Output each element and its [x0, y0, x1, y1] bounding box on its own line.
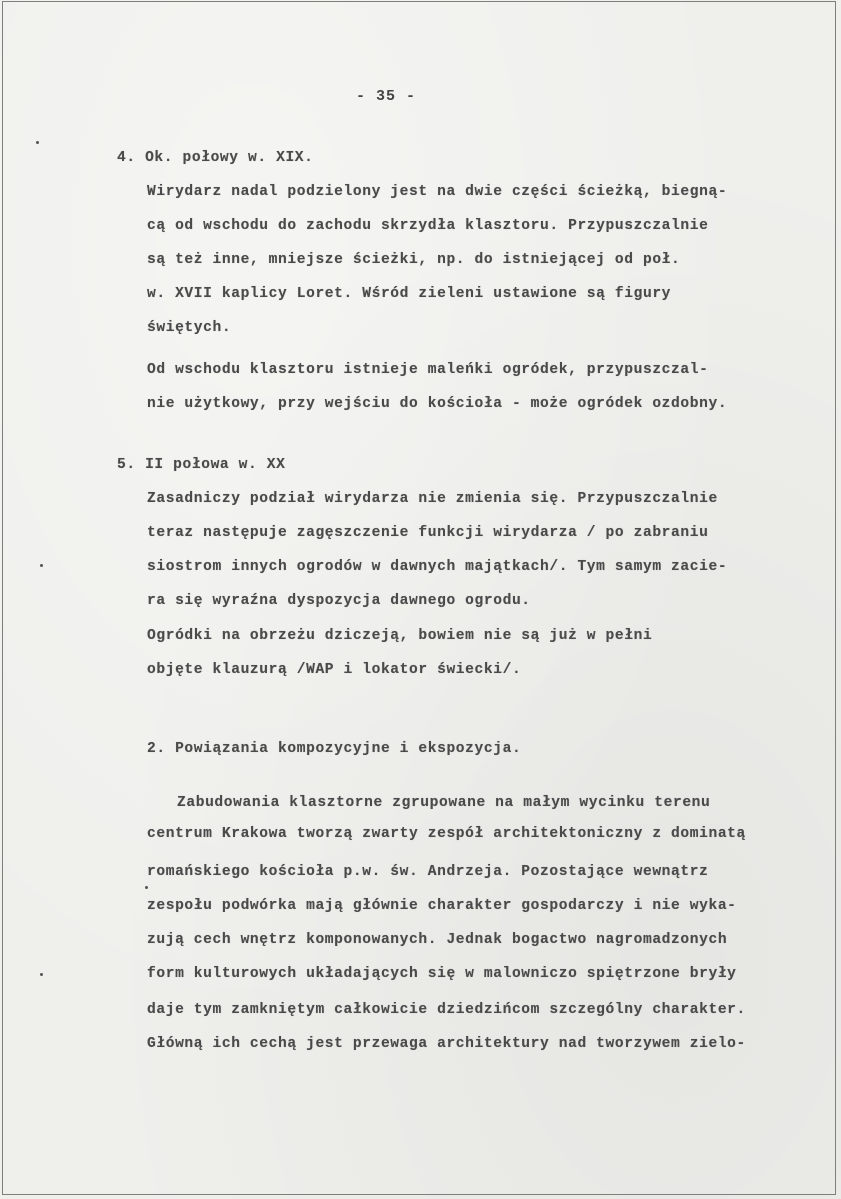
text-line: świętych. — [147, 320, 232, 336]
text-line: Wirydarz nadal podzielony jest na dwie części ścieżką, biegną- — [147, 184, 728, 200]
text-line: romańskiego kościoła p.w. św. Andrzeja. Pozostające wewnątrz — [147, 864, 709, 880]
text-line: Zasadniczy podział wirydarza nie zmienia się. Przypuszczalnie — [147, 491, 718, 507]
text-line: nie użytkowy, przy wejściu do kościoła - może ogródek ozdobny. — [147, 396, 728, 412]
margin-mark — [36, 141, 39, 144]
text-line: centrum Krakowa tworzą zwarty zespół architektoniczny z dominatą — [147, 826, 746, 842]
text-line: Zabudowania klasztorne zgrupowane na małym wycinku terenu — [177, 795, 711, 811]
text-line: siostrom innych ogrodów w dawnych majątkach/. Tym samym zacie- — [147, 559, 728, 575]
section-heading: 2. Powiązania kompozycyjne i ekspozycja. — [147, 741, 522, 757]
text-line: Od wschodu klasztoru istnieje maleńki ogródek, przypuszczal- — [147, 362, 709, 378]
text-line: zespołu podwórka mają głównie charakter gospodarczy i nie wyka- — [147, 898, 737, 914]
text-line: form kulturowych układających się w malowniczo spiętrzone bryły — [147, 966, 737, 982]
text-line: daje tym zamkniętym całkowicie dziedzińcom szczególny charakter. — [147, 1002, 746, 1018]
text-line: Ogródki na obrzeżu dziczeją, bowiem nie są już w pełni — [147, 628, 653, 644]
text-line: objęte klauzurą /WAP i lokator świecki/. — [147, 662, 522, 678]
text-line: Główną ich cechą jest przewaga architektury nad tworzywem zielo- — [147, 1036, 746, 1052]
section-heading: 4. Ok. połowy w. XIX. — [117, 150, 314, 166]
text-line: teraz następuje zagęszczenie funkcji wirydarza / po zabraniu — [147, 525, 709, 541]
margin-mark — [40, 564, 43, 567]
text-line: są też inne, mniejsze ścieżki, np. do istniejącej od poł. — [147, 252, 681, 268]
text-line: cą od wschodu do zachodu skrzydła klasztoru. Przypuszczalnie — [147, 218, 709, 234]
page-number: - 35 - — [356, 88, 417, 105]
margin-mark — [40, 973, 43, 976]
margin-mark — [145, 886, 148, 889]
text-line: w. XVII kaplicy Loret. Wśród zieleni ustawione są figury — [147, 286, 672, 302]
text-line: ra się wyraźna dyspozycja dawnego ogrodu. — [147, 593, 531, 609]
text-line: zują cech wnętrz komponowanych. Jednak bogactwo nagromadzonych — [147, 932, 728, 948]
section-heading: 5. II połowa w. XX — [117, 457, 286, 473]
